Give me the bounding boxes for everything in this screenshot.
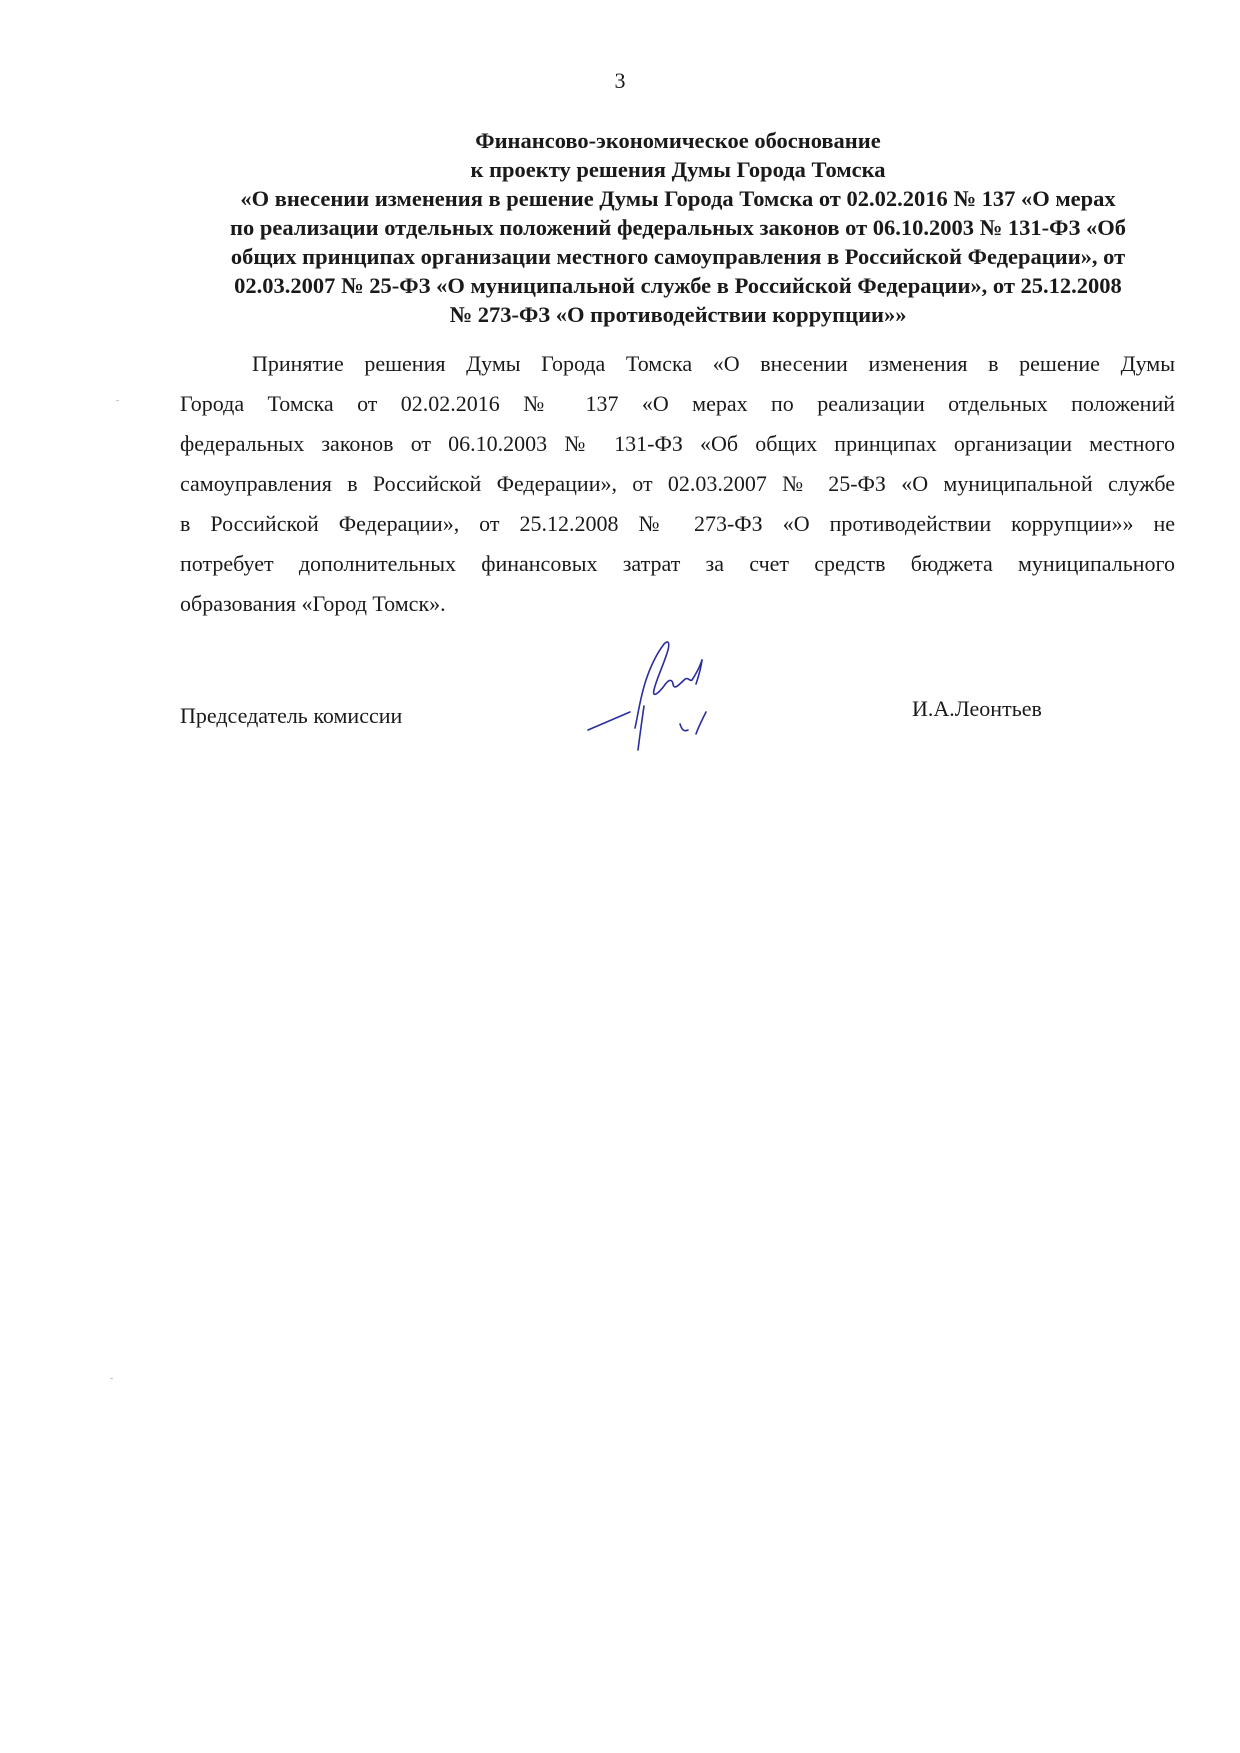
scan-mark [110,1378,113,1379]
body-line: образования «Город Томск». [180,591,446,616]
heading-line: «О внесении изменения в решение Думы Города Томска от 02.02.2016 № 137 «О мерах [240,186,1116,211]
document-heading [178,126,1178,329]
signature-stroke [696,712,706,734]
signature-stroke [638,706,644,750]
signature-name: И.А.Леонтьев [912,696,1042,721]
body-line: федеральных законов от 06.10.2003 № 131-ФЗ «Об общих принципах организации местного [180,431,1175,456]
signature-role: Председатель комиссии [180,703,403,728]
heading-line: общих принципах организации местного самоуправления в Российской Федерации», от [230,244,1126,269]
body-line: Принятие решения Думы Города Томска «О внесении изменения в решение Думы [252,351,1175,376]
scan-mark [116,400,119,401]
signature-stroke [588,712,630,730]
body-line: в Российской Федерации», от 25.12.2008 № 273-ФЗ «О противодействии коррупции»» не [180,511,1175,536]
handwritten-signature [580,620,780,760]
heading-line: 02.03.2007 № 25-ФЗ «О муниципальной службе в Российской Федерации», от 25.12.2008 [234,273,1122,298]
heading-line: по реализации отдельных положений федеральных законов от 06.10.2003 № 131-ФЗ «Об [230,215,1126,240]
signature-stroke [635,642,702,728]
body-line: Города Томска от 02.02.2016 № 137 «О мерах по реализации отдельных положений [180,391,1175,416]
heading-line: № 273-ФЗ «О противодействии коррупции»» [449,302,907,327]
body-line: самоуправления в Российской Федерации», от 02.03.2007 № 25-ФЗ «О муниципальной службе [180,471,1175,496]
signature-stroke [680,724,688,731]
body-paragraph [180,344,1175,624]
heading-line: Финансово-экономическое обоснование [475,128,881,153]
page-number: 3 [614,68,626,93]
heading-line: к проекту решения Думы Города Томска [470,157,886,182]
body-line: потребует дополнительных финансовых затрат за счет средств бюджета муниципального [180,551,1175,576]
